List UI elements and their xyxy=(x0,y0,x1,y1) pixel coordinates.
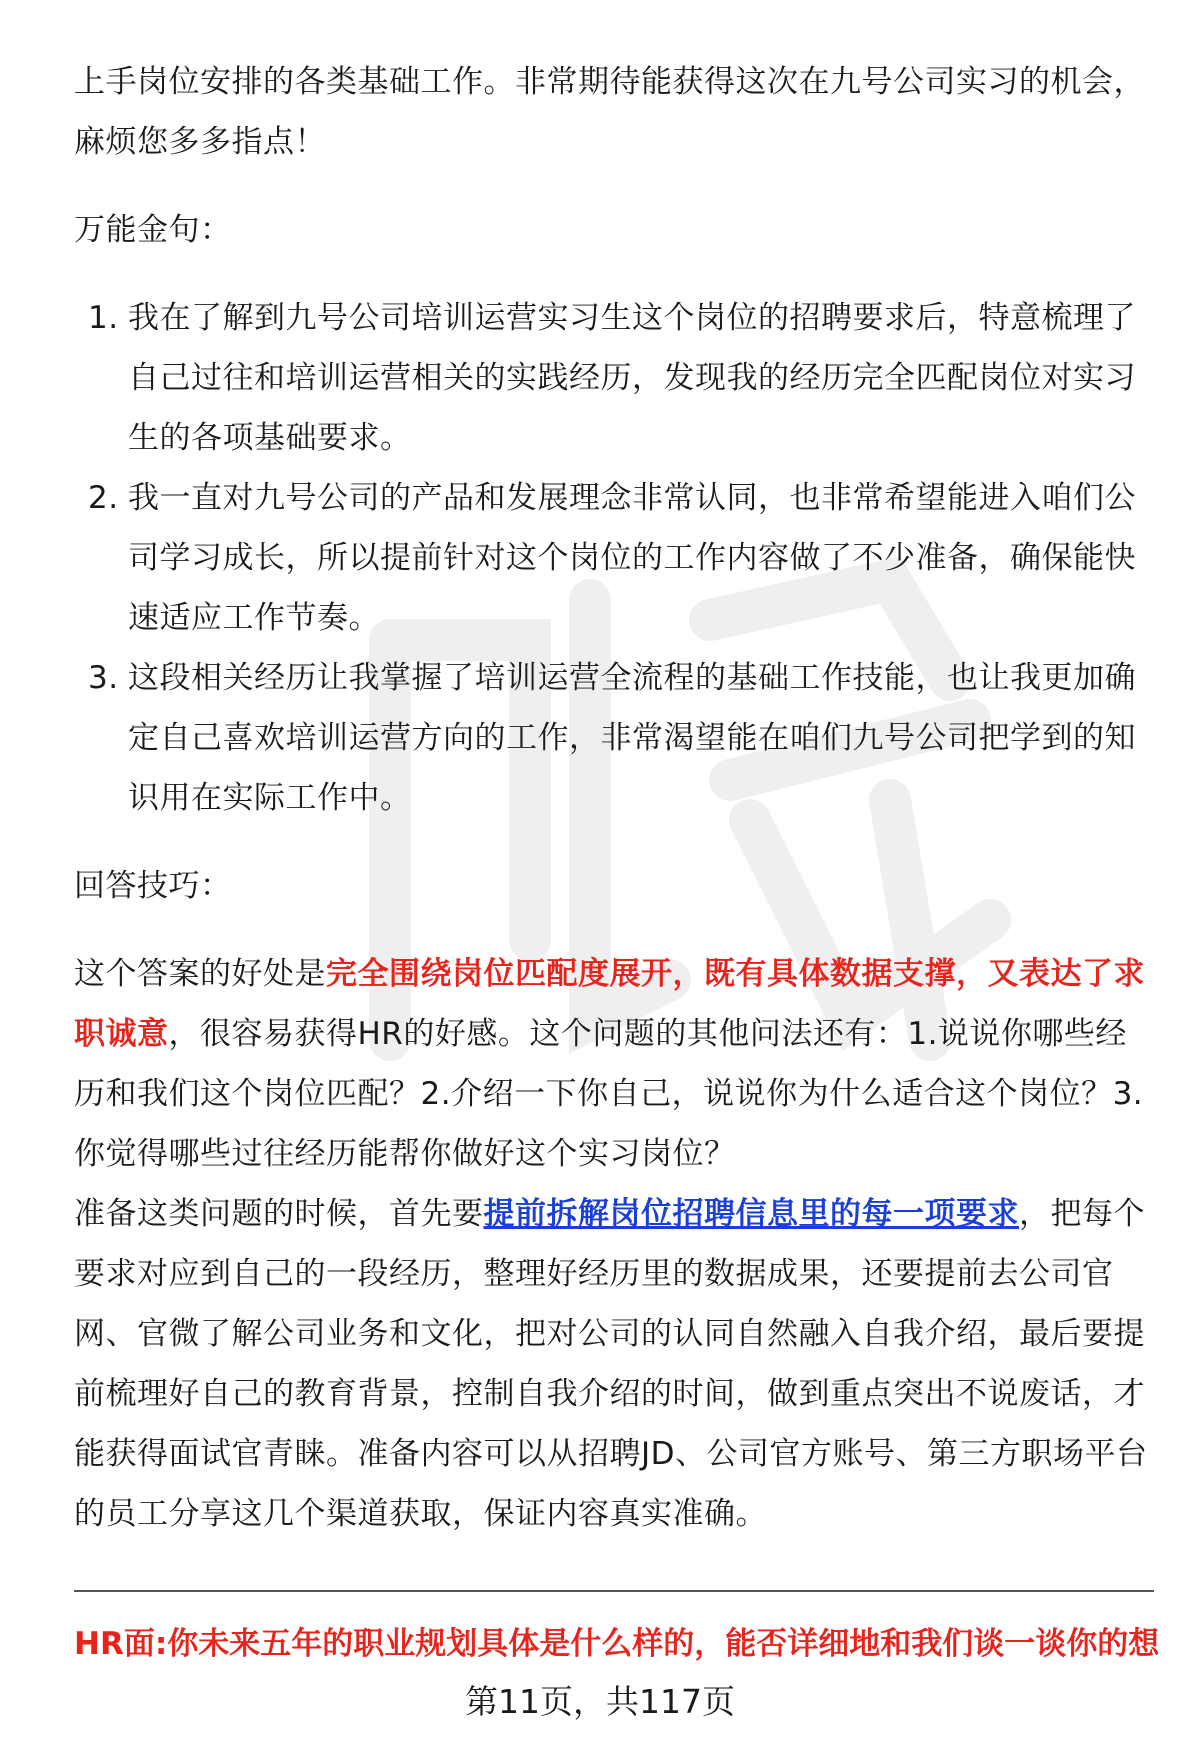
tips-text: ，很容易获得HR的好感。这个问题的其他问法还有：1.说说你哪些经历和我们这个岗位匹配？2.介绍一下你自己，说说你为什么适合这个岗位？3.你觉得哪些过往经历能帮你做好这个实习岗位？ xyxy=(74,1016,1144,1172)
list-item xyxy=(74,468,1154,648)
highlight-text-red: 完全围绕岗位匹配度展开，既有具体数据支撑，又表达了求职诚意 xyxy=(74,956,1145,1052)
list-number: 2. xyxy=(88,480,119,516)
list-item-text: 这段相关经历让我掌握了培训运营全流程的基础工作技能，也让我更加确定自己喜欢培训运营方向的工作，非常渴望能在咱们九号公司把学到的知识用在实际工作中。 xyxy=(128,660,1136,816)
golden-heading: 万能金句： xyxy=(74,212,232,248)
tips-paragraph-1 xyxy=(74,944,1154,1184)
list-number: 3. xyxy=(88,660,119,696)
intro-continuation: 上手岗位安排的各类基础工作。非常期待能获得这次在九号公司实习的机会，麻烦您多多指点！ xyxy=(74,64,1145,160)
list-item-text: 我一直对九号公司的产品和发展理念非常认同，也非常希望能进入咱们公司学习成长，所以提前针对这个岗位的工作内容做了不少准备，确保能快速适应工作节奏。 xyxy=(128,480,1136,636)
tips-paragraph-2 xyxy=(74,1184,1154,1544)
tips-text: 这个答案的好处是 xyxy=(74,956,326,992)
list-item xyxy=(74,288,1154,468)
page-footer: 第11页，共117页 xyxy=(465,1682,735,1721)
golden-list xyxy=(74,288,1154,828)
next-question-heading: HR面:你未来五年的职业规划具体是什么样的，能否详细地和我们谈一谈你的想 xyxy=(74,1626,1160,1662)
list-item-text: 我在了解到九号公司培训运营实习生这个岗位的招聘要求后，特意梳理了自己过往和培训运营相关的实践经历，发现我的经历完全匹配岗位对实习生的各项基础要求。 xyxy=(128,300,1136,456)
tips-heading: 回答技巧： xyxy=(74,868,232,904)
list-number: 1. xyxy=(88,300,119,336)
list-item xyxy=(74,648,1154,828)
section-divider xyxy=(74,1590,1154,1592)
tips-text: ，把每个要求对应到自己的一段经历，整理好经历里的数据成果，还要提前去公司官网、官微了解公司业务和文化，把对公司的认同自然融入自我介绍，最后要提前梳理好自己的教育背景，控制自我介绍的时间，做到重点突出不说废话，才能获得面试官青睐。准备内容可以从招聘JD、公司官方账号、第三方职场平台的员工分享这几个渠道获取，保证内容真实准确。 xyxy=(74,1196,1148,1532)
tips-text: 准备这类问题的时候，首先要 xyxy=(74,1196,484,1232)
highlight-text-blue: 提前拆解岗位招聘信息里的每一项要求 xyxy=(483,1196,1019,1232)
